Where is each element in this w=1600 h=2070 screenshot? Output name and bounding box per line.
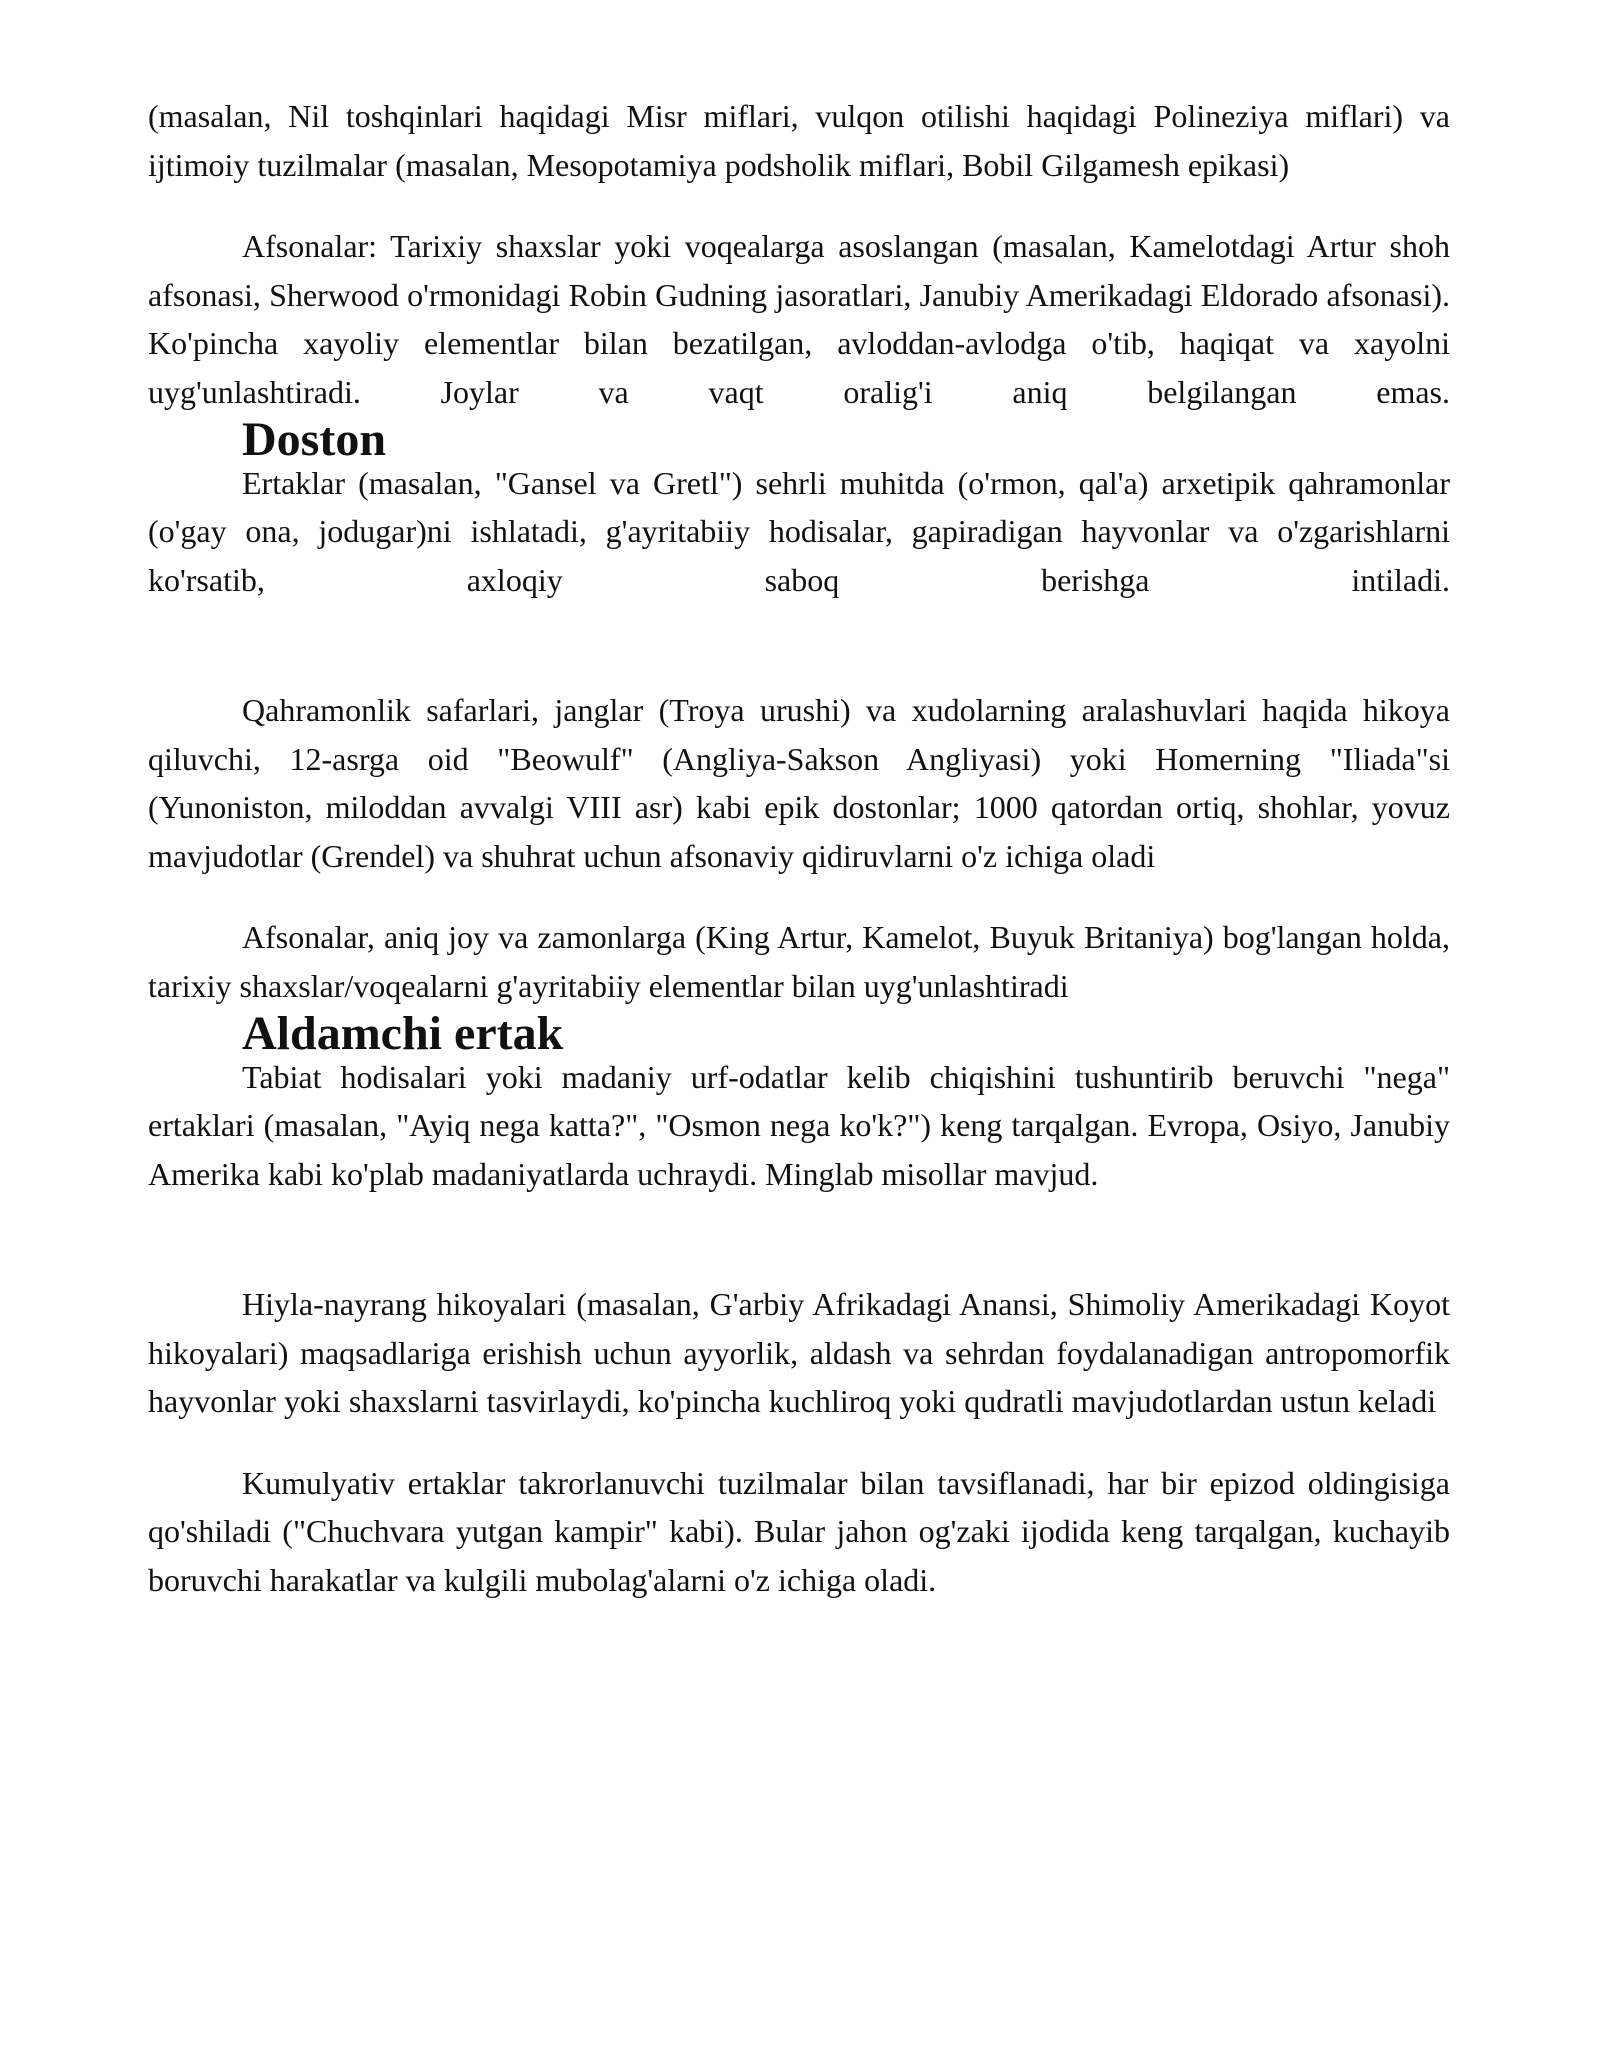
heading-doston: Doston	[242, 413, 387, 466]
paragraph-legends: Afsonalar: Tarixiy shaxslar yoki voqealarga asoslangan (masalan, Kamelotdagi Artur shoh afsonasi, Sherwood o'rmonidagi Robin Gudning jasoratlari, Janubiy Amerikadagi Eldorado afsonasi). Ko'pincha xayoliy elementlar bilan bezatilgan, avloddan-avlodga o'tib, haqiqat va xayolni uyg'unlashtiradi. Joylar va vaqt oralig'i aniq belgilangan emas.	[148, 228, 1450, 410]
paragraph-why-tales: Tabiat hodisalari yoki madaniy urf-odatlar kelib chiqishini tushuntirib beruvchi "nega" ertaklari (masalan, "Ayiq nega katta?", "Osmon nega ko'k?") keng tarqalgan. Evropa, Osiyo, Janubiy Amerika kabi ko'plab madaniyatlarda uchraydi. Minglab misollar mavjud.	[148, 1058, 1450, 1192]
paragraph-epics: Qahramonlik safarlari, janglar (Troya urushi) va xudolarning aralashuvlari haqida hikoya qiluvchi, 12-asrga oid "Beowulf" (Angliya-Sakson Angliyasi) yoki Homerning "Iliada"si (Yunoniston, miloddan avvalgi VIII asr) kabi epik dostonlar; 1000 qatordan ortiq, shohlar, yovuz mavjudotlar (Grendel) va shuhrat uchun afsonaviy qidiruvlarni o'z ichiga oladi	[148, 692, 1450, 874]
paragraph-trickster-tales: Hiyla-nayrang hikoyalari (masalan, G'arbiy Afrikadagi Anansi, Shimoliy Amerikadagi Koyot hikoyalari) maqsadlariga erishish uchun ayyorlik, aldash va sehrdan foydalanadigan antropomorfik hayvonlar yoki shaxslarni tasvirlaydi, ko'pincha kuchliroq yoki qudratli mavjudotlardan ustun keladi	[148, 1286, 1450, 1419]
paragraph-fairy-tales: Ertaklar (masalan, "Gansel va Gretl") sehrli muhitda (o'rmon, qal'a) arxetipik qahramonlar (o'gay ona, jodugar)ni ishlatadi, g'ayritabiiy hodisalar, gapiradigan hayvonlar va o'zgarishlarni ko'rsatib, axloqiy saboq berishga intiladi.	[148, 464, 1450, 598]
paragraph-legends-places: Afsonalar, aniq joy va zamonlarga (King Artur, Kamelot, Buyuk Britaniya) bog'langan holda, tarixiy shaxslar/voqealarni g'ayritabiiy elementlar bilan uyg'unlashtiradi	[148, 919, 1450, 1004]
paragraph-cumulative-tales: Kumulyativ ertaklar takrorlanuvchi tuzilmalar bilan tavsiflanadi, har bir epizod oldingisiga qo'shiladi ("Chuchvara yutgan kampir" kabi). Bular jahon og'zaki ijodida keng tarqalgan, kuchayib boruvchi harakatlar va kulgili mubolag'alarni o'z ichiga oladi.	[148, 1464, 1450, 1598]
paragraph-myths-continued: (masalan, Nil toshqinlari haqidagi Misr miflari, vulqon otilishi haqidagi Polineziya miflari) va ijtimoiy tuzilmalar (masalan, Mesopotamiya podsholik miflari, Bobil Gilgamesh epikasi)	[148, 98, 1450, 183]
heading-aldamchi-ertak: Aldamchi ertak	[242, 1007, 564, 1060]
document-page	[148, 92, 1450, 1604]
